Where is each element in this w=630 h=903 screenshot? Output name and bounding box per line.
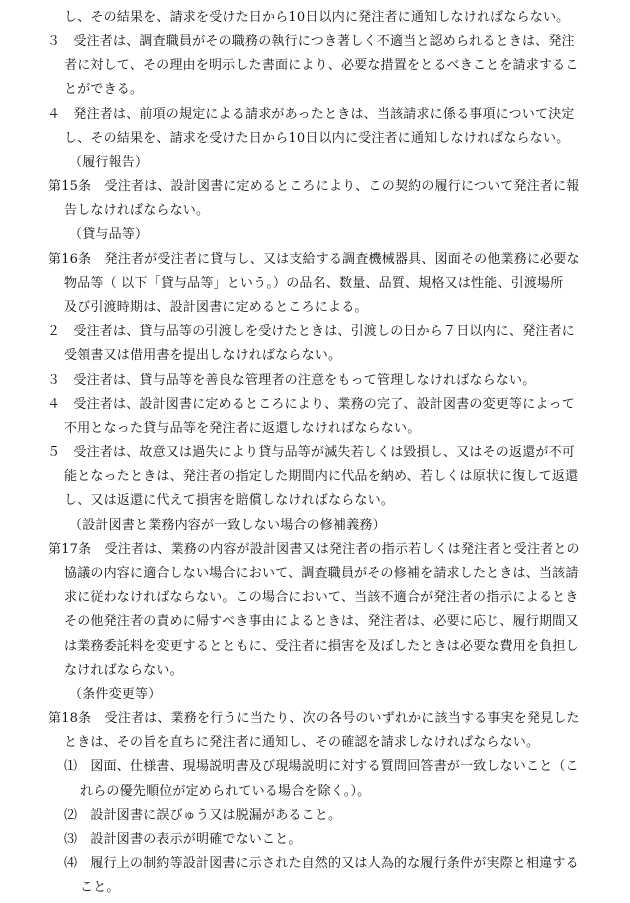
list-item: ⑶ 設計図書の表示が明確でないこと。 bbox=[64, 832, 302, 847]
paragraph-line: 求に従わなければならない。この場合において、当該不適合が発注者の指示によるとき bbox=[64, 590, 579, 605]
list-item-continuation: れらの優先順位が定められている場合を除く。）。 bbox=[80, 784, 371, 799]
list-item: ⑵ 設計図書に誤びゅう又は脱漏があること。 bbox=[64, 808, 342, 823]
article-line: 第15条 受注者は、設計図書に定めるところにより、この契約の履行について発注者に報 bbox=[48, 179, 580, 194]
paragraph-line: なければならない。 bbox=[64, 663, 183, 678]
paragraph-line: 協議の内容に適合しない場合において、調査職員がその修補を請求したときは、当該請 bbox=[64, 566, 579, 581]
paragraph-line: 物品等（ 以下「貸与品等」という。）の品名、数量、品質、規格又は性能、引渡場所 bbox=[64, 276, 564, 291]
article-line: 第18条 受注者は、業務を行うに当たり、次の各号のいずれかに該当する事実を発見した bbox=[48, 711, 580, 726]
list-item-continuation: こと。 bbox=[80, 880, 120, 895]
paragraph-line: ５ 受注者は、故意又は過失により貸与品等が滅失若しくは毀損し、又はその返還が不可 bbox=[47, 445, 576, 460]
list-item: ⑴ 図面、仕様書、現場説明書及び現場説明に対する質問回答書が一致しないこと（こ bbox=[64, 759, 579, 774]
paragraph-line: し、その結果を、請求を受けた日から10日以内に発注者に通知しなければならない。 bbox=[64, 10, 570, 25]
paragraph-line: ４ 発注者は、前項の規定による請求があったときは、当該請求に係る事項について決定 bbox=[47, 107, 575, 122]
paragraph-line: ときは、その旨を直ちに発注者に通知し、その確認を請求しなければならない。 bbox=[64, 735, 540, 750]
paragraph-line: 者に対して、その理由を明示した書面により、必要な措置をとるべきことを請求するこ bbox=[64, 58, 579, 73]
paragraph-line: し、その結果を、請求を受けた日から10日以内に受注者に通知しなければならない。 bbox=[64, 131, 570, 146]
article-line: 第17条 受注者は、業務の内容が設計図書又は発注者の指示若しくは発注者と受注者との bbox=[48, 542, 580, 557]
article-line: 第16条 発注者が受注者に貸与し、又は支給する調査機械器具、図面その他業務に必要な bbox=[48, 252, 580, 267]
paragraph-line: ３ 受注者は、調査職員がその職務の執行につき著しく不適当と認められるときは、発注 bbox=[47, 34, 575, 49]
paragraph-line: 能となったときは、発注者の指定した期間内に代品を納め、若しくは原状に復して返還 bbox=[64, 469, 579, 484]
paragraph-line: ３ 受注者は、貸与品等を善良な管理者の注意をもって管理しなければならない。 bbox=[47, 373, 536, 388]
paragraph-line: 及び引渡時期は、設計図書に定めるところによる。 bbox=[64, 300, 368, 315]
paragraph-line: その他発注者の責めに帰すべき事由によるときは、発注者は、必要に応じ、履行期間又 bbox=[64, 614, 579, 629]
paragraph-line: ４ 受注者は、設計図書に定めるところにより、業務の完了、設計図書の変更等によって bbox=[47, 397, 576, 412]
paragraph-line: とができる。 bbox=[64, 82, 144, 97]
section-heading: （設計図書と業務内容が一致しない場合の修補義務） bbox=[69, 518, 386, 533]
paragraph-line: 不用となった貸与品等を発注者に返還しなければならない。 bbox=[64, 421, 421, 436]
section-heading: （条件変更等） bbox=[69, 687, 162, 702]
paragraph-line: 告しなければならない。 bbox=[64, 203, 210, 218]
paragraph-line: ２ 受注者は、貸与品等の引渡しを受けたときは、引渡しの日から７日以内に、発注者に bbox=[47, 324, 576, 339]
paragraph-line: し、又は返還に代えて損害を賠償しなければならない。 bbox=[64, 493, 395, 508]
section-heading: （貸与品等） bbox=[69, 227, 149, 242]
section-heading: （履行報告） bbox=[69, 155, 149, 170]
paragraph-line: は業務委託料を変更するとともに、受注者に損害を及ぼしたときは必要な費用を負担し bbox=[64, 639, 579, 654]
list-item: ⑷ 履行上の制約等設計図書に示された自然的又は人為的な履行条件が実際と相違する bbox=[64, 856, 579, 871]
paragraph-line: 受領書又は借用書を提出しなければならない。 bbox=[64, 348, 342, 363]
